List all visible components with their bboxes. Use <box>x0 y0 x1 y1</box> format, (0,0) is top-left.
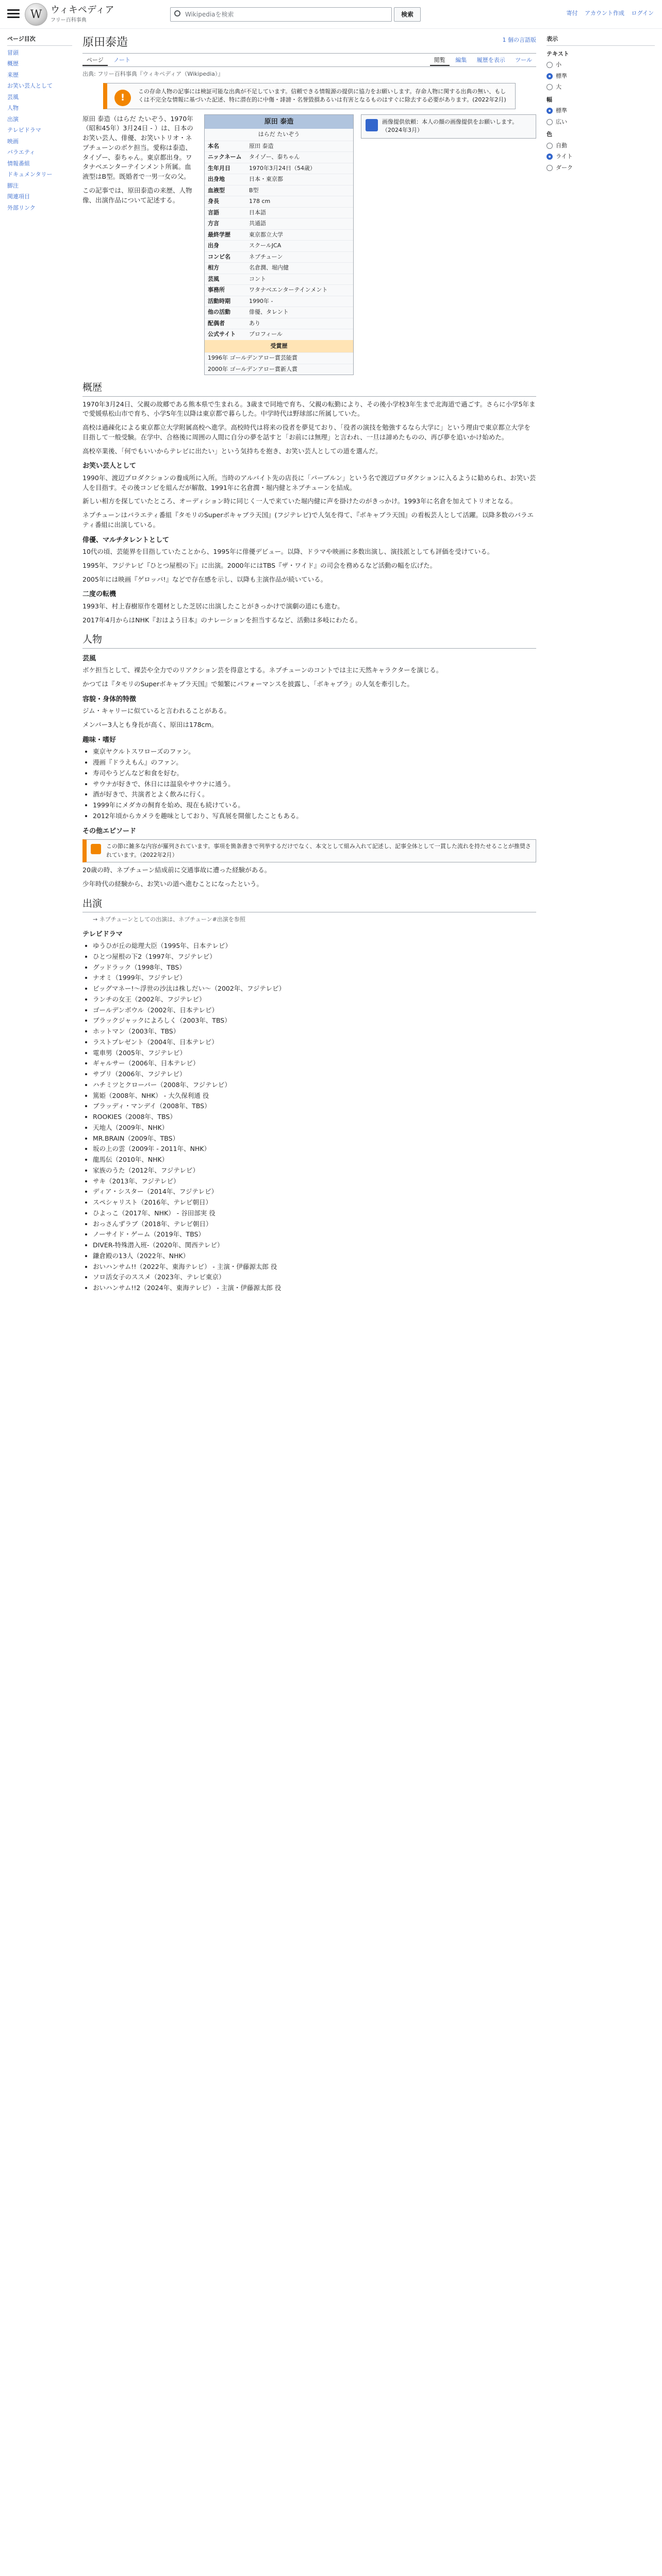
option-light[interactable]: ライト <box>547 152 655 161</box>
infobox-row: 芸風 コント <box>205 274 353 285</box>
section-paragraph: 2017年4月からはNHK『おはよう日本』のナレーションを担当するなど、活動は多岐にわたる。 <box>82 616 361 624</box>
toc-item[interactable]: 映画 <box>7 138 19 145</box>
tab-edit[interactable]: 編集 <box>455 57 467 63</box>
tab-talk[interactable]: ノート <box>113 57 130 63</box>
subsection-heading: 二度の転機 <box>82 590 117 599</box>
panel-label: 色 <box>547 131 552 138</box>
infobox-award: 1996年 ゴールデンアロー賞芸能賞 <box>205 352 353 364</box>
list-item: • ROOKIES（2008年、TBS） <box>93 1112 536 1122</box>
list-item: • 漫画『ドラえもん』のファン。 <box>93 758 536 768</box>
panel-label: 幅 <box>547 96 552 103</box>
warning-icon: ! <box>114 90 131 106</box>
infobox-award: 2000年 ゴールデンアロー賞新人賞 <box>205 364 353 375</box>
toc-item[interactable]: 関連項目 <box>7 193 30 200</box>
toc-item[interactable]: 冒頭 <box>7 49 19 56</box>
infobox-reading: はらだ たいぞう <box>258 131 300 138</box>
toc-item[interactable]: 来歴 <box>7 71 19 78</box>
toc-item[interactable]: 脚注 <box>7 182 19 189</box>
subsection-heading: お笑い芸人として <box>82 462 137 470</box>
toc-item[interactable]: お笑い芸人として <box>7 82 53 89</box>
section-paragraph: 高校は過疎化による東京都立大学附属高校へ進学。高校時代は将来の役者を夢見ており、「役者の演技を勉強するなら大学に」という理由で東京都立大学を目指して一般受験。在学中、合格後に周囲の人間に自分の夢を話すと「お前には無理」と言われ、一旦は諦めたものの、再び夢を追いかけ始めた。 <box>82 423 531 441</box>
section-paragraph: 1995年、フジテレビ『ひとつ屋根の下』に出演。2000年にはTBS『ザ・ワイド』の司会を務めるなど活動の幅を広げた。 <box>82 561 437 569</box>
subsection-heading: 芸風 <box>82 654 96 663</box>
infobox-row: 生年月日 1970年3月24日（54歳） <box>205 163 353 174</box>
list-item: • ゆうひが丘の総理大臣（1995年、日本テレビ） <box>93 941 536 951</box>
camera-icon <box>366 119 378 131</box>
toc-item[interactable]: バラエティ <box>7 149 36 156</box>
list-item: • ラストプレゼント（2004年、日本テレビ） <box>93 1038 536 1047</box>
toc-item[interactable]: 外部リンク <box>7 204 36 211</box>
main-menu-icon[interactable] <box>7 7 20 20</box>
list-item: • 龍馬伝（2010年、NHK） <box>93 1155 536 1165</box>
section-paragraph: かつては『タモリのSuperボキャブラ天国』で頻繁にパフォーマンスを披露し、「ボキャブラ」の人気を牽引した。 <box>82 680 413 688</box>
subsection-heading: その他エピソード <box>82 827 137 835</box>
section-heading: 人物 <box>82 632 536 649</box>
wikipedia-logo[interactable]: W <box>25 3 47 26</box>
intro-paragraph: この記事では、原田泰造の来歴、人物像、出演作品について記述する。 <box>82 186 192 204</box>
list-item: • ひよっこ（2017年、NHK） - 谷田部実 役 <box>93 1209 536 1218</box>
list-item: • サウナが好きで、休日には温泉やサウナに通う。 <box>93 779 536 789</box>
hatnote-link[interactable]: → ネプチューンとしての出演は、ネプチューン#出演を参照 <box>93 916 245 923</box>
list-item: • 2012年頃からカメラを趣味としており、写真展を開催したこともある。 <box>93 811 536 821</box>
subsection-heading: 趣味・嗜好 <box>82 736 117 744</box>
infobox-row: 公式サイト プロフィール <box>205 329 353 340</box>
infobox-row: 相方 名倉潤、堀内健 <box>205 262 353 274</box>
toc-item[interactable]: ドキュメンタリー <box>7 171 53 178</box>
page-source-note: 出典: フリー百科事典『ウィキペディア（Wikipedia）』 <box>82 71 224 77</box>
site-wordmark[interactable]: ウィキペディア <box>51 5 114 15</box>
panel-label: テキスト <box>547 50 569 57</box>
toc-item[interactable]: 芸風 <box>7 93 19 100</box>
toc-item[interactable]: 情報番組 <box>7 160 30 167</box>
list-item: • ホットマン（2003年、TBS） <box>93 1027 536 1037</box>
option-width-wide[interactable]: 広い <box>547 118 655 127</box>
option-large[interactable]: 大 <box>547 83 655 92</box>
toc-item[interactable]: 人物 <box>7 105 19 111</box>
intro-paragraph: 原田 泰造（はらだ たいぞう、1970年（昭和45年）3月24日 - ）は、日本のお笑い芸人、俳優、お笑いトリオ・ネプチューンのボケ担当。愛称は泰造、タイゾー、泰ちゃん。東京都出身。ワタナベエンターテインメント所属。血液型はB型。既婚者で一男一女の父。 <box>82 114 193 180</box>
infobox <box>204 114 354 376</box>
list-item: • ハチミツとクローバー（2008年、フジテレビ） <box>93 1080 536 1090</box>
tab-read[interactable]: 閲覧 <box>430 54 450 66</box>
list-item: • ビッグマネー!〜浮世の沙汰は株しだい〜（2002年、フジテレビ） <box>93 984 536 994</box>
subsection-heading: 容貌・身体的特徴 <box>82 695 137 703</box>
option-small[interactable]: 小 <box>547 61 655 70</box>
infobox-row: 他の活動 俳優、タレント <box>205 307 353 318</box>
list-item: • 鎌倉殿の13人（2022年、NHK） <box>93 1251 536 1261</box>
section-paragraph: 1990年、渡辺プロダクションの養成所に入所。当時のアルバイト先の店長に「パーブルン」という名で渡辺プロダクションに入るように勧められ、お笑い芸人を目指す。その後コンビを組んだが解散、1991年に名倉潤・堀内健とネプチューンを結成。 <box>82 473 536 492</box>
section-paragraph: メンバー3人とも身長が高く、原田は178cm。 <box>82 721 218 728</box>
login-link[interactable]: ログイン <box>631 10 654 16</box>
site-tagline: フリー百科事典 <box>51 18 87 23</box>
toc-item[interactable]: 概歴 <box>7 60 19 67</box>
appearance-panel <box>547 31 655 175</box>
search-icon <box>174 10 180 16</box>
warning-icon <box>91 844 101 854</box>
section-paragraph: ボケ担当として、裸芸や全力でのリアクション芸を得意とする。ネプチューンのコントでは主に天然キャラクターを演じる。 <box>82 666 443 674</box>
tab-tools[interactable]: ツール <box>515 57 532 63</box>
list-item: • 電車男（2005年、フジテレビ） <box>93 1048 536 1058</box>
notice-text: この存命人物の記事には検証可能な出典が不足しています。信頼できる情報源の提供に協力をお願いします。存命人物に関する出典の無い、もしくは不完全な情報に基づいた記述、特に潜在的に中傷・誹謗・名誉毀損あるいは有害となるものはすぐに除去する必要があります。(2022年2月) <box>138 88 506 103</box>
infobox-row: 活動時期 1990年 - <box>205 296 353 307</box>
list-item: • 篤姫（2008年、NHK） - 大久保利通 役 <box>93 1091 536 1101</box>
list-item: • グッドラック（1998年、TBS） <box>93 963 536 973</box>
list-item: • ブラッディ・マンデイ（2008年、TBS） <box>93 1101 536 1111</box>
section-heading: 概歴 <box>82 380 536 397</box>
section-paragraph: 新しい相方を探していたところ、オーディション時に同じく一人で来ていた堀内健に声を掛けたのがきっかけ。1993年に名倉を加えてトリオとなる。 <box>82 497 517 505</box>
list-item: • おいハンサム!!（2022年、東海テレビ） - 主演・伊藤源太郎 役 <box>93 1262 536 1272</box>
subsection-heading: テレビドラマ <box>82 930 123 938</box>
subsection-heading: 俳優、マルチタレントとして <box>82 536 170 544</box>
section-paragraph: 高校卒業後、「何でもいいからテレビに出たい」という気持ちを抱き、お笑い芸人としての道を選んだ。 <box>82 447 382 455</box>
article-main <box>82 31 536 1296</box>
toc-item[interactable]: テレビドラマ <box>7 127 41 133</box>
hatnote-text: 画像提供依頼：本人の顔の画像提供をお願いします。（2024年3月） <box>382 118 518 133</box>
section-paragraph: 1970年3月24日、父親の故郷である熊本県で生まれる。3歳まで同地で育ち、父親の転勤により、その後小学校3年生まで北海道で過ごす。さらに小学5年まで愛媛県松山市で育ち、小学5年生以降は東京都で暮らした。中学時代は野球部に所属していた。 <box>82 400 536 418</box>
section-paragraph: 20歳の時、ネプチューン結成前に交通事故に遭った経験がある。 <box>82 866 271 874</box>
user-links <box>561 9 654 18</box>
cleanup-notice: この節に雑多な内容が羅列されています。事項を箇条書きで列挙するだけでなく、本文として組み入れて記述し、記事全体として一貫した流れを持たせることが推奨されています。（2022年2月） <box>82 839 536 862</box>
infobox-row: 血液型 B型 <box>205 185 353 196</box>
option-dark[interactable]: ダーク <box>547 164 655 173</box>
infobox-row: 方言 共通語 <box>205 218 353 229</box>
infobox-row: 事務所 ワタナベエンターテインメント <box>205 284 353 296</box>
infobox-name: 原田 泰造 <box>205 115 353 129</box>
tab-article[interactable]: ページ <box>82 54 108 66</box>
list-item: • MR.BRAIN（2009年、TBS） <box>93 1134 536 1144</box>
list-item: • おいハンサム!!2（2024年、東海テレビ） - 主演・伊藤源太郎 役 <box>93 1283 536 1293</box>
hobby-list <box>93 747 536 821</box>
section-paragraph: 1993年、村上春樹原作を題材とした芝居に出演したことがきっかけで演劇の道にも進む。 <box>82 602 344 610</box>
infobox-row: コンビ名 ネプチューン <box>205 251 353 263</box>
toc-item[interactable]: 出演 <box>7 115 19 123</box>
search-input[interactable]: Wikipediaを検索 <box>170 7 392 22</box>
create-account-link[interactable]: アカウント作成 <box>585 10 625 16</box>
list-item: • 天地人（2009年、NHK） <box>93 1123 536 1133</box>
infobox-row: 言語 日本語 <box>205 207 353 218</box>
option-width-standard[interactable]: 標準 <box>547 107 655 115</box>
list-item: • ナオミ（1999年、フジテレビ） <box>93 973 536 983</box>
infobox-row: 本名 原田 泰造 <box>205 141 353 152</box>
list-item: • ブラックジャックによろしく（2003年、TBS） <box>93 1016 536 1026</box>
language-button[interactable]: 1 個の言語版 <box>502 37 536 43</box>
list-item: • 酒が好きで、共演者とよく飲みに行く。 <box>93 790 536 800</box>
infobox-awards-heading: 受賞歴 <box>205 340 353 353</box>
option-standard[interactable]: 標準 <box>547 72 655 81</box>
list-item: • 坂の上の雲（2009年 - 2011年、NHK） <box>93 1144 536 1154</box>
option-auto[interactable]: 自動 <box>547 142 655 150</box>
page-title: 原田泰造 <box>82 31 536 54</box>
drama-list <box>93 941 536 1293</box>
list-item: • ノーサイド・ゲーム（2019年、TBS） <box>93 1230 536 1240</box>
list-item: • DIVER-特殊潜入班-（2020年、関西テレビ） <box>93 1241 536 1250</box>
section-paragraph: ジム・キャリーに似ていると言われることがある。 <box>82 707 231 715</box>
infobox-row: 身長 178 cm <box>205 196 353 207</box>
list-item: • 東京ヤクルトスワローズのファン。 <box>93 747 536 757</box>
list-item: • サプリ（2006年、フジテレビ） <box>93 1070 536 1079</box>
list-item: • ギャルサー（2006年、日本テレビ） <box>93 1059 536 1069</box>
site-header <box>0 0 662 29</box>
image-request-hatnote <box>361 114 536 139</box>
blp-notice <box>103 83 516 109</box>
list-item: • ひとつ屋根の下2（1997年、フジテレビ） <box>93 952 536 962</box>
infobox-row: ニックネーム タイゾー、泰ちゃん <box>205 151 353 163</box>
list-item: • 1999年にメダカの飼育を始め、現在も続けている。 <box>93 801 536 810</box>
list-item: • サキ（2013年、フジテレビ） <box>93 1177 536 1187</box>
section-paragraph: 10代の頃、芸能界を目指していたことから、1995年に俳優デビュー。以降、ドラマや映画に多数出演し、演技派としても評価を受けている。 <box>82 548 494 555</box>
infobox-row: 出身地 日本・東京都 <box>205 174 353 185</box>
section-paragraph: 2005年には映画『ゲロッパ!』などで存在感を示し、以降も主演作品が続いている。 <box>82 575 327 583</box>
section-heading: 出演 <box>82 896 536 913</box>
infobox-row: 出身 スクールJCA <box>205 240 353 251</box>
section-paragraph: 少年時代の経験から、お笑いの道へ進むことになったという。 <box>82 879 263 888</box>
list-item: • ディア・シスター（2014年、フジテレビ） <box>93 1187 536 1197</box>
list-item: • ソロ活女子のススメ（2023年、テレビ東京） <box>93 1273 536 1282</box>
infobox-row: 配偶者 あり <box>205 318 353 329</box>
list-item: • 家族のうた（2012年、フジテレビ） <box>93 1166 536 1176</box>
page-tabs <box>82 54 536 67</box>
infobox-row: 最終学歴 東京都立大学 <box>205 229 353 241</box>
panel-heading: 表示 <box>547 35 655 46</box>
search-button[interactable]: 検索 <box>394 7 421 22</box>
tab-history[interactable]: 履歴を表示 <box>476 57 505 63</box>
toc-sidebar <box>0 31 77 215</box>
list-item: • ランチの女王（2002年、フジテレビ） <box>93 995 536 1005</box>
list-item: • 寿司やうどんなど和食を好む。 <box>93 769 536 778</box>
toc-heading: ページ目次 <box>7 35 72 46</box>
donate-link[interactable]: 寄付 <box>566 10 578 16</box>
list-item: • おっさんずラブ（2018年、テレビ朝日） <box>93 1219 536 1229</box>
list-item: • ゴールデンボウル（2002年、日本テレビ） <box>93 1006 536 1015</box>
section-paragraph: ネプチューンはバラエティ番組『タモリのSuperボキャブラ天国』(フジテレビ)で人気を得て、『ボキャブラ天国』の看板芸人として活躍。以降多数のバラエティ番組に出演している。 <box>82 511 534 529</box>
list-item: • スペシャリスト（2016年、テレビ朝日） <box>93 1198 536 1208</box>
